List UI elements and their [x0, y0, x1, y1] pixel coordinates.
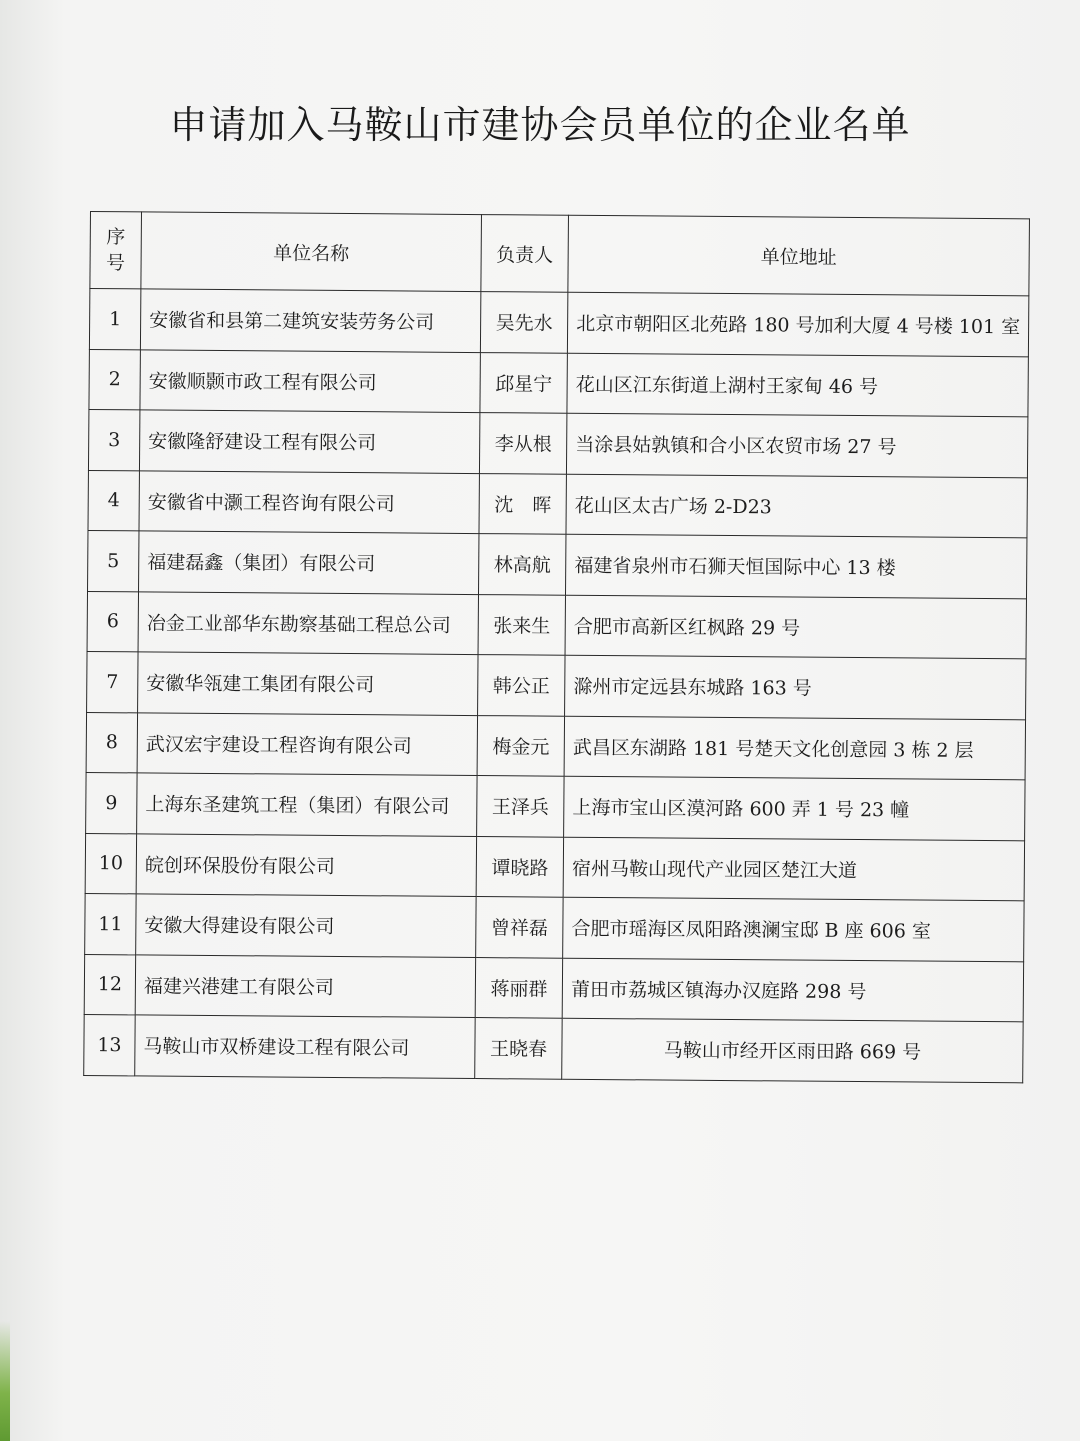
- row-number: 6: [87, 591, 139, 652]
- row-company-name: 皖创环保股份有限公司: [136, 833, 476, 896]
- row-person: 韩公正: [478, 655, 566, 716]
- row-number: 2: [89, 349, 141, 410]
- row-number: 9: [86, 772, 138, 833]
- row-company-name: 马鞍山市双桥建设工程有限公司: [135, 1015, 475, 1078]
- row-company-name: 安徽顺颢市政工程有限公司: [140, 349, 480, 412]
- table-row: [88, 409, 1027, 477]
- row-number: 11: [85, 893, 137, 954]
- page-edge-shadow: [0, 1321, 10, 1441]
- table-row: [88, 530, 1027, 598]
- row-address: 北京市朝阳区北苑路 180 号加利大厦 4 号楼 101 室: [568, 292, 1029, 356]
- table-row: [87, 591, 1026, 659]
- row-company-name: 安徽隆舒建设工程有限公司: [139, 410, 479, 473]
- table-row: [86, 712, 1025, 780]
- row-address: 马鞍山市经开区雨田路 669 号: [562, 1018, 1023, 1082]
- header-company-name: 单位名称: [141, 212, 482, 292]
- row-person: 梅金元: [477, 715, 565, 776]
- row-person: 林高航: [479, 534, 567, 595]
- row-company-name: 上海东圣建筑工程（集团）有限公司: [137, 773, 477, 836]
- row-number: 10: [85, 833, 137, 894]
- row-address: 花山区太古广场 2-D23: [566, 474, 1027, 538]
- row-company-name: 安徽省和县第二建筑安装劳务公司: [140, 289, 480, 352]
- row-company-name: 安徽华瓴建工集团有限公司: [138, 652, 478, 715]
- row-number: 8: [86, 712, 138, 773]
- table-row: [89, 289, 1028, 357]
- row-company-name: 福建磊鑫（集团）有限公司: [139, 531, 479, 594]
- table-body: [84, 289, 1029, 1083]
- table-row: [86, 772, 1025, 840]
- row-company-name: 安徽省中灏工程咨询有限公司: [139, 470, 479, 533]
- table-row: [87, 651, 1026, 719]
- header-person-in-charge: 负责人: [481, 215, 569, 293]
- row-person: 李从根: [479, 413, 567, 474]
- row-number: 12: [84, 954, 136, 1015]
- row-number: 5: [88, 530, 140, 591]
- row-address: 合肥市瑶海区凤阳路澳澜宝邸 B 座 606 室: [563, 897, 1024, 961]
- header-serial-number: 序 号: [90, 212, 142, 289]
- table-row: [84, 1014, 1023, 1082]
- row-company-name: 武汉宏宇建设工程咨询有限公司: [137, 712, 477, 775]
- table-row: [89, 349, 1028, 417]
- row-person: 吴先水: [480, 292, 568, 353]
- row-address: 合肥市高新区红枫路 29 号: [565, 595, 1026, 659]
- row-person: 邱星宁: [480, 352, 568, 413]
- row-number: 7: [87, 651, 139, 712]
- row-address: 宿州马鞍山现代产业园区楚江大道: [563, 837, 1024, 901]
- row-person: 王晓春: [475, 1018, 563, 1079]
- table-row: [85, 833, 1024, 901]
- row-person: 谭晓路: [476, 836, 564, 897]
- company-list-table: [83, 211, 1030, 1083]
- row-company-name: 冶金工业部华东勘察基础工程总公司: [138, 591, 478, 654]
- row-number: 13: [84, 1014, 136, 1075]
- table-row: [85, 893, 1024, 961]
- table-row: [88, 470, 1027, 538]
- row-number: 1: [89, 289, 141, 350]
- row-address: 花山区江东街道上湖村王家甸 46 号: [567, 353, 1028, 417]
- row-address: 当涂县姑孰镇和合小区农贸市场 27 号: [567, 413, 1028, 477]
- row-number: 3: [88, 409, 140, 470]
- row-address: 武昌区东湖路 181 号楚天文化创意园 3 栋 2 层: [564, 716, 1025, 780]
- document-title: 申请加入马鞍山市建协会员单位的企业名单: [169, 103, 911, 147]
- row-person: 蒋丽群: [475, 957, 563, 1018]
- row-person: 曾祥磊: [476, 897, 564, 958]
- row-address: 上海市宝山区漠河路 600 弄 1 号 23 幢: [564, 776, 1025, 840]
- row-person: 王泽兵: [477, 776, 565, 837]
- row-company-name: 安徽大得建设有限公司: [136, 894, 476, 957]
- row-person: 张来生: [478, 594, 566, 655]
- row-person: 沈 晖: [479, 473, 567, 534]
- row-company-name: 福建兴港建工有限公司: [135, 954, 475, 1017]
- table-row: [84, 954, 1023, 1022]
- row-address: 莆田市荔城区镇海办汉庭路 298 号: [562, 958, 1023, 1022]
- table-header-row: [90, 212, 1030, 296]
- row-address: 福建省泉州市石狮天恒国际中心 13 楼: [566, 534, 1027, 598]
- row-address: 滁州市定远县东城路 163 号: [565, 655, 1026, 719]
- row-number: 4: [88, 470, 140, 531]
- header-address: 单位地址: [568, 215, 1029, 296]
